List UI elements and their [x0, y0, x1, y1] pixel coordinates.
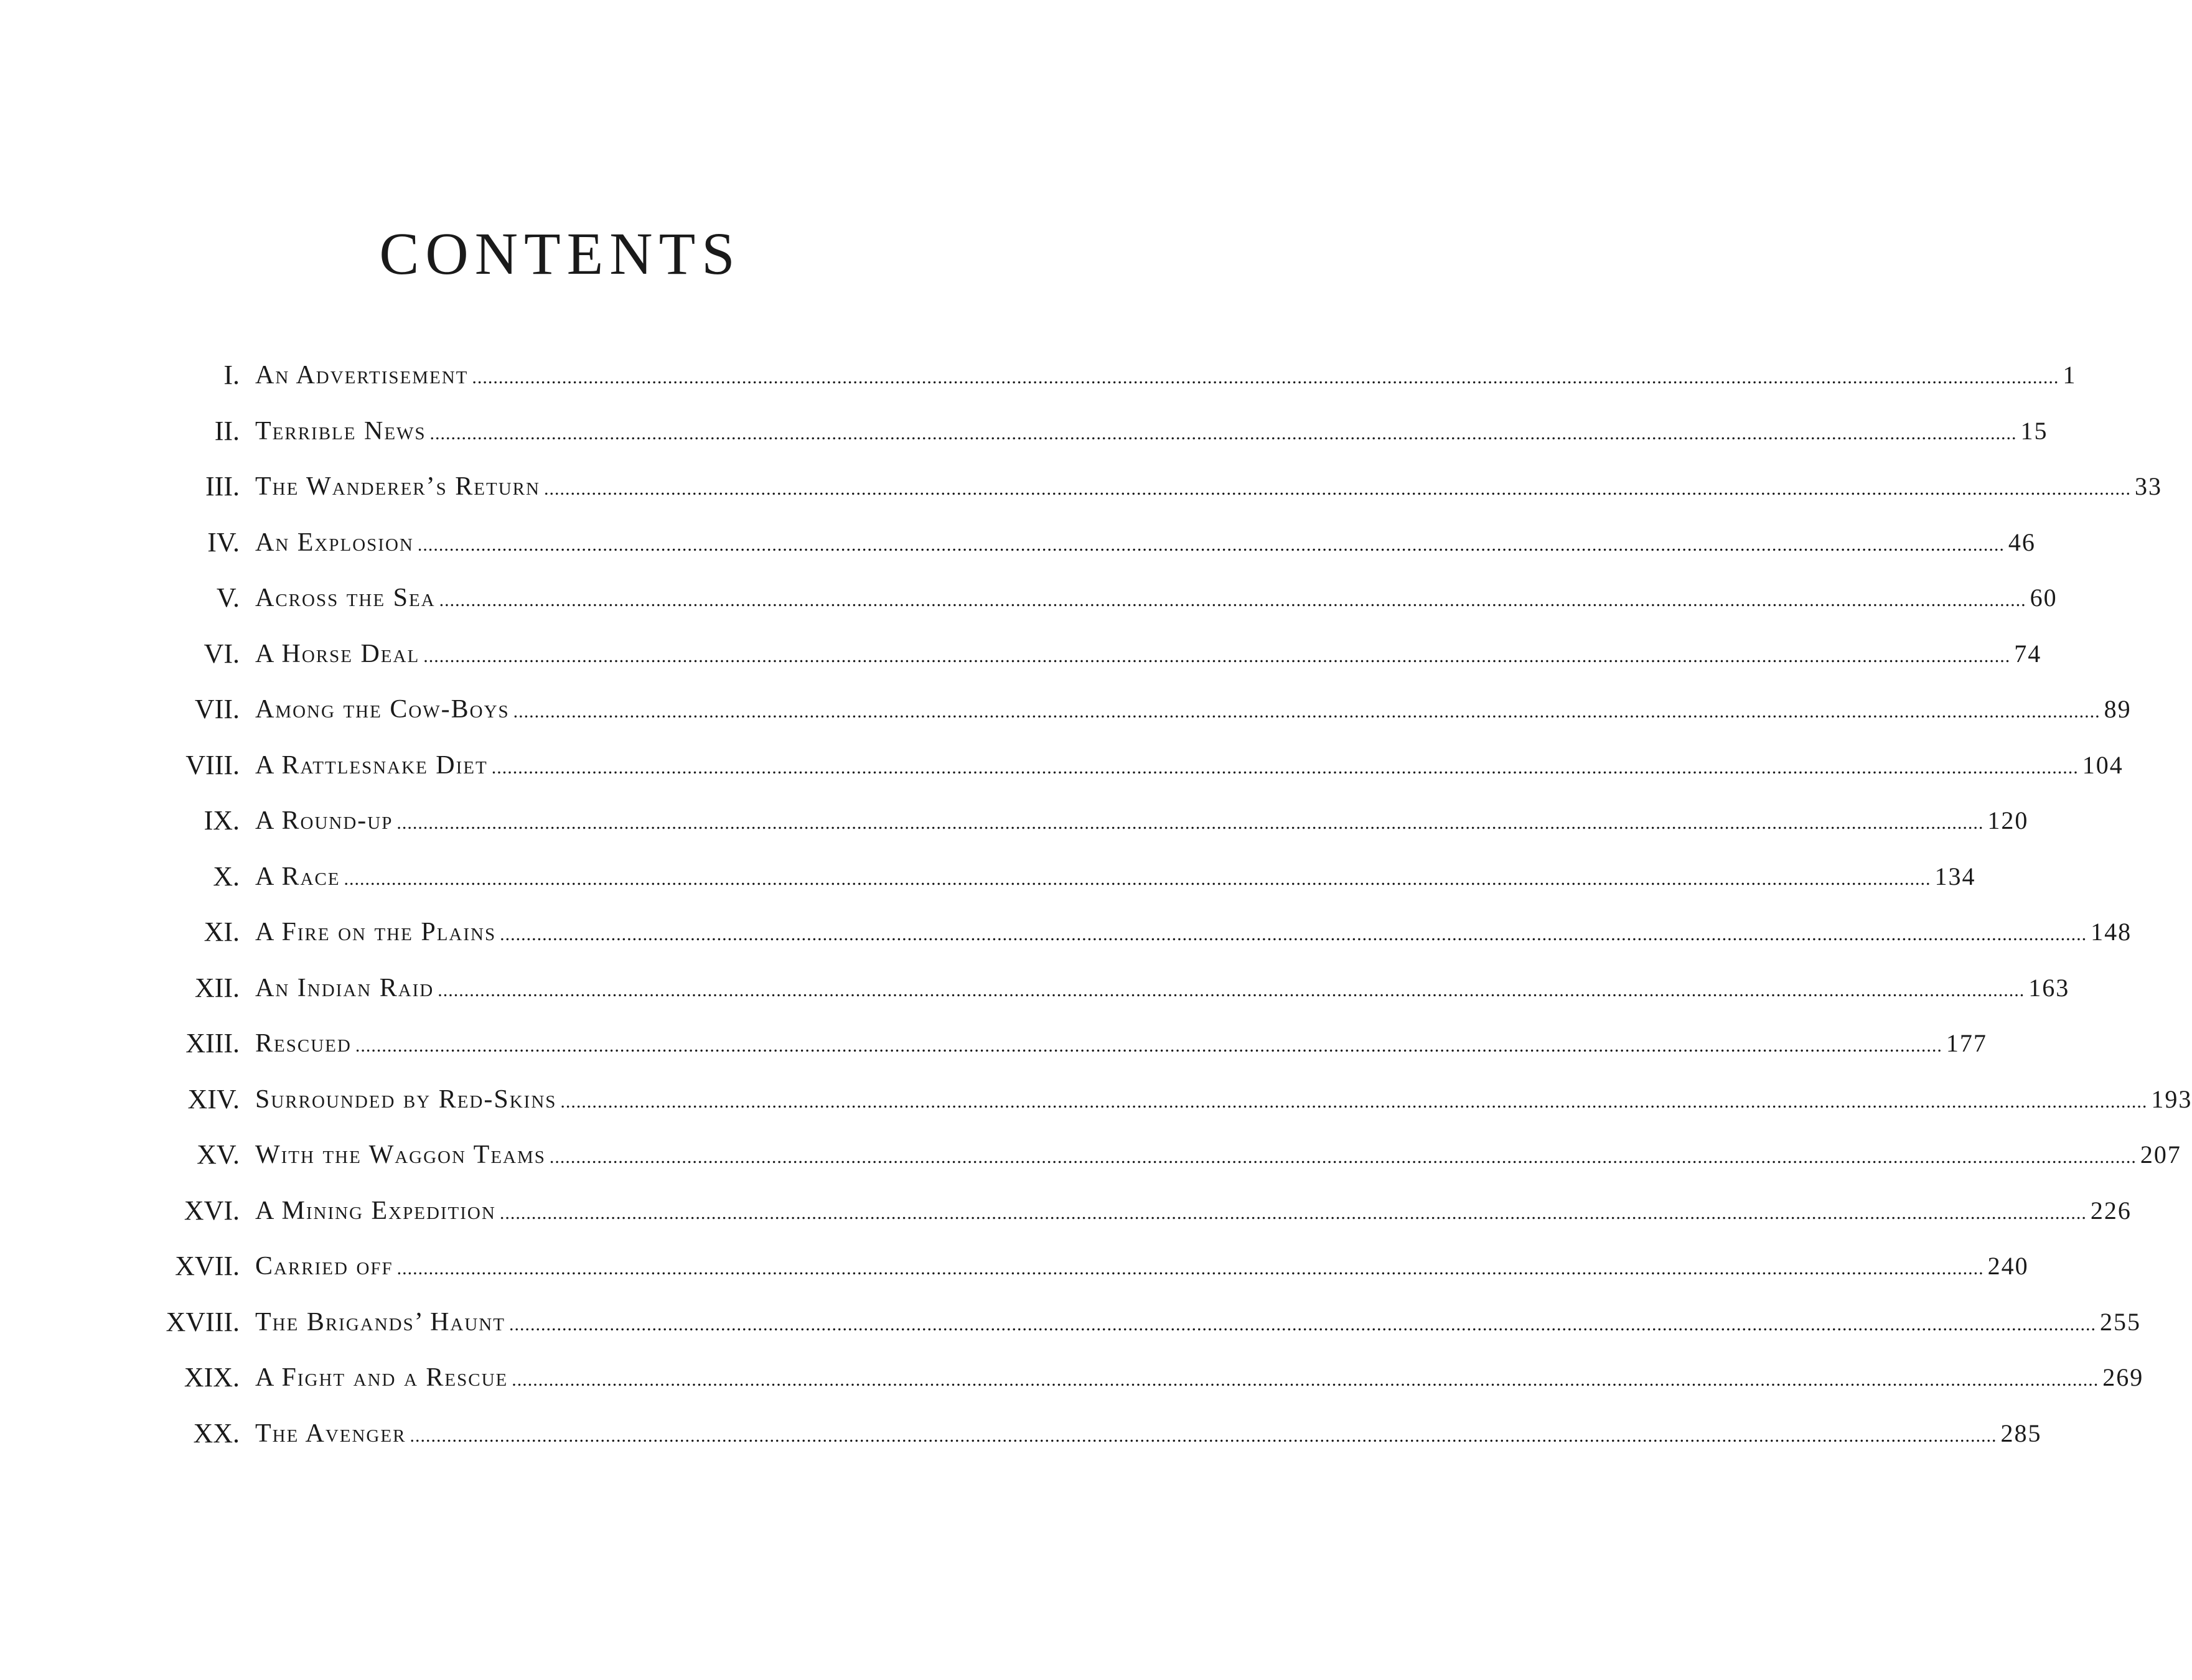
toc-line: [255, 1136, 2181, 1176]
chapter-title: The Brigands’ Haunt: [255, 1307, 505, 1337]
toc-entry: [0, 524, 2036, 580]
toc-entry: [0, 579, 2058, 635]
dot-leader: ............................................................................................................................................................................................................................................................................................................: [429, 422, 2017, 444]
dot-leader: ............................................................................................................................................................................................................................................................................................................: [344, 868, 1931, 889]
chapter-title: A Race: [255, 862, 340, 891]
page-number: 134: [1934, 862, 1976, 890]
toc-entry: [0, 635, 2042, 691]
chapter-number: II.: [214, 415, 240, 446]
chapter-title: A Rattlesnake Diet: [255, 750, 488, 780]
dot-leader: ............................................................................................................................................................................................................................................................................................................: [417, 534, 2005, 555]
dot-leader: ............................................................................................................................................................................................................................................................................................................: [513, 701, 2101, 722]
toc-line: [255, 802, 2029, 842]
toc-line: [255, 468, 2162, 508]
chapter-title: A Fight and a Rescue: [255, 1363, 508, 1392]
page-number: 240: [1987, 1252, 2029, 1280]
page-number: 285: [2000, 1419, 2042, 1447]
page-number: 104: [2082, 750, 2124, 779]
toc-line: [255, 913, 2132, 953]
toc-line: [255, 1192, 2132, 1232]
chapter-title: Carried off: [255, 1252, 393, 1281]
chapter-number: XIII.: [185, 1028, 240, 1058]
page-number: 46: [2008, 528, 2036, 556]
chapter-number: XVI.: [184, 1195, 240, 1226]
dot-leader: ............................................................................................................................................................................................................................................................................................................: [512, 1370, 2099, 1390]
toc-entry: [0, 913, 2132, 969]
dot-leader: ............................................................................................................................................................................................................................................................................................................: [355, 1035, 1942, 1056]
page-number: 193: [2151, 1085, 2192, 1113]
chapter-title: A Fire on the Plains: [255, 918, 497, 946]
page-number: 148: [2091, 918, 2132, 946]
toc-entry: [0, 357, 2077, 413]
dot-leader: ............................................................................................................................................................................................................................................................................................................: [396, 813, 1984, 833]
page-number: 33: [2134, 472, 2162, 500]
page-number: 226: [2090, 1196, 2132, 1225]
chapter-title: Terrible News: [255, 416, 426, 446]
dot-leader: ............................................................................................................................................................................................................................................................................................................: [499, 1202, 2087, 1223]
page-number: 120: [1987, 806, 2029, 834]
toc-line: [255, 747, 2124, 786]
toc-entry: [0, 1081, 2192, 1137]
toc-entry: [0, 691, 2132, 747]
dot-leader: ............................................................................................................................................................................................................................................................................................................: [549, 1147, 2137, 1167]
chapter-number: XX.: [193, 1417, 240, 1449]
toc-line: [255, 1415, 2042, 1455]
toc-line: [255, 969, 2070, 1009]
chapter-number: XVII.: [175, 1251, 240, 1281]
toc-line: [255, 858, 1976, 898]
dot-leader: ............................................................................................................................................................................................................................................................................................................: [560, 1091, 2148, 1112]
chapter-title: An Indian Raid: [255, 973, 434, 1002]
dot-leader: ............................................................................................................................................................................................................................................................................................................: [508, 1314, 2096, 1335]
dot-leader: ............................................................................................................................................................................................................................................................................................................: [439, 590, 2026, 610]
toc-line: [255, 1248, 2029, 1287]
toc-entry: [0, 1359, 2144, 1415]
toc-line: [255, 691, 2132, 730]
chapter-number: XII.: [194, 972, 240, 1003]
chapter-title: With the Waggon Teams: [255, 1141, 546, 1169]
chapter-title: A Round-up: [255, 806, 393, 835]
page-number: 177: [1946, 1029, 1987, 1057]
chapter-title: The Wanderer’s Return: [255, 472, 540, 501]
chapter-number: VIII.: [185, 749, 240, 780]
chapter-title: A Mining Expedition: [255, 1196, 496, 1225]
chapter-title: Rescued: [255, 1029, 352, 1058]
chapter-number: X.: [213, 861, 240, 892]
toc-entry: [0, 468, 2162, 524]
chapter-number: V.: [216, 582, 240, 613]
toc-entry: [0, 1415, 2042, 1471]
dot-leader: ............................................................................................................................................................................................................................................................................................................: [472, 367, 2059, 388]
page-number: 89: [2104, 695, 2132, 723]
page-title: CONTENTS: [379, 220, 741, 287]
toc-line: [255, 635, 2042, 675]
toc-entry: [0, 1192, 2132, 1248]
page-number: 15: [2020, 416, 2048, 445]
page-number: 207: [2140, 1141, 2181, 1169]
toc-line: [255, 524, 2036, 564]
chapter-number: XVIII.: [166, 1306, 240, 1337]
dot-leader: ............................................................................................................................................................................................................................................................................................................: [500, 924, 2087, 945]
toc-line: [255, 1081, 2192, 1121]
toc-line: [255, 579, 2058, 619]
chapter-number: VI.: [204, 638, 240, 669]
chapter-title: An Explosion: [255, 528, 414, 557]
chapter-title: Across the Sea: [255, 584, 436, 612]
dot-leader: ............................................................................................................................................................................................................................................................................................................: [396, 1258, 1984, 1279]
toc-entry: [0, 969, 2070, 1025]
toc-entry: [0, 858, 1976, 914]
toc-line: [255, 413, 2048, 452]
chapter-title: A Horse Deal: [255, 639, 420, 668]
table-of-contents: [0, 357, 2192, 1470]
chapter-title: Surrounded by Red-Skins: [255, 1085, 557, 1114]
toc-line: [255, 357, 2077, 396]
dot-leader: ............................................................................................................................................................................................................................................................................................................: [543, 478, 2131, 499]
dot-leader: ............................................................................................................................................................................................................................................................................................................: [491, 757, 2079, 778]
page-number: 269: [2102, 1363, 2144, 1391]
chapter-number: XI.: [204, 917, 240, 947]
toc-entry: [0, 1248, 2029, 1304]
chapter-number: I.: [223, 360, 240, 390]
dot-leader: ............................................................................................................................................................................................................................................................................................................: [423, 645, 2011, 666]
toc-entry: [0, 1136, 2181, 1192]
page-number: 163: [2028, 973, 2070, 1002]
toc-entry: [0, 413, 2048, 469]
toc-line: [255, 1359, 2144, 1399]
toc-line: [255, 1304, 2141, 1343]
toc-line: [255, 1025, 1987, 1065]
page-number: 74: [2014, 639, 2042, 668]
toc-entry: [0, 747, 2124, 803]
chapter-number: IV.: [207, 526, 240, 558]
dot-leader: ............................................................................................................................................................................................................................................................................................................: [410, 1425, 1997, 1446]
chapter-number: III.: [205, 471, 240, 502]
page-number: 60: [2030, 584, 2058, 612]
chapter-number: VII.: [194, 694, 240, 724]
chapter-number: XV.: [197, 1139, 240, 1170]
page-number: 255: [2099, 1307, 2141, 1336]
toc-entry: [0, 1025, 1987, 1081]
toc-entry: [0, 802, 2029, 858]
chapter-title: An Advertisement: [255, 361, 469, 390]
chapter-number: IX.: [204, 805, 240, 836]
chapter-title: The Avenger: [255, 1419, 406, 1448]
page-number: 1: [2063, 361, 2077, 389]
chapter-number: XIX.: [184, 1362, 240, 1393]
toc-entry: [0, 1304, 2141, 1360]
chapter-number: XIV.: [187, 1083, 240, 1114]
dot-leader: ............................................................................................................................................................................................................................................................................................................: [438, 979, 2025, 1001]
chapter-title: Among the Cow-Boys: [255, 695, 510, 724]
